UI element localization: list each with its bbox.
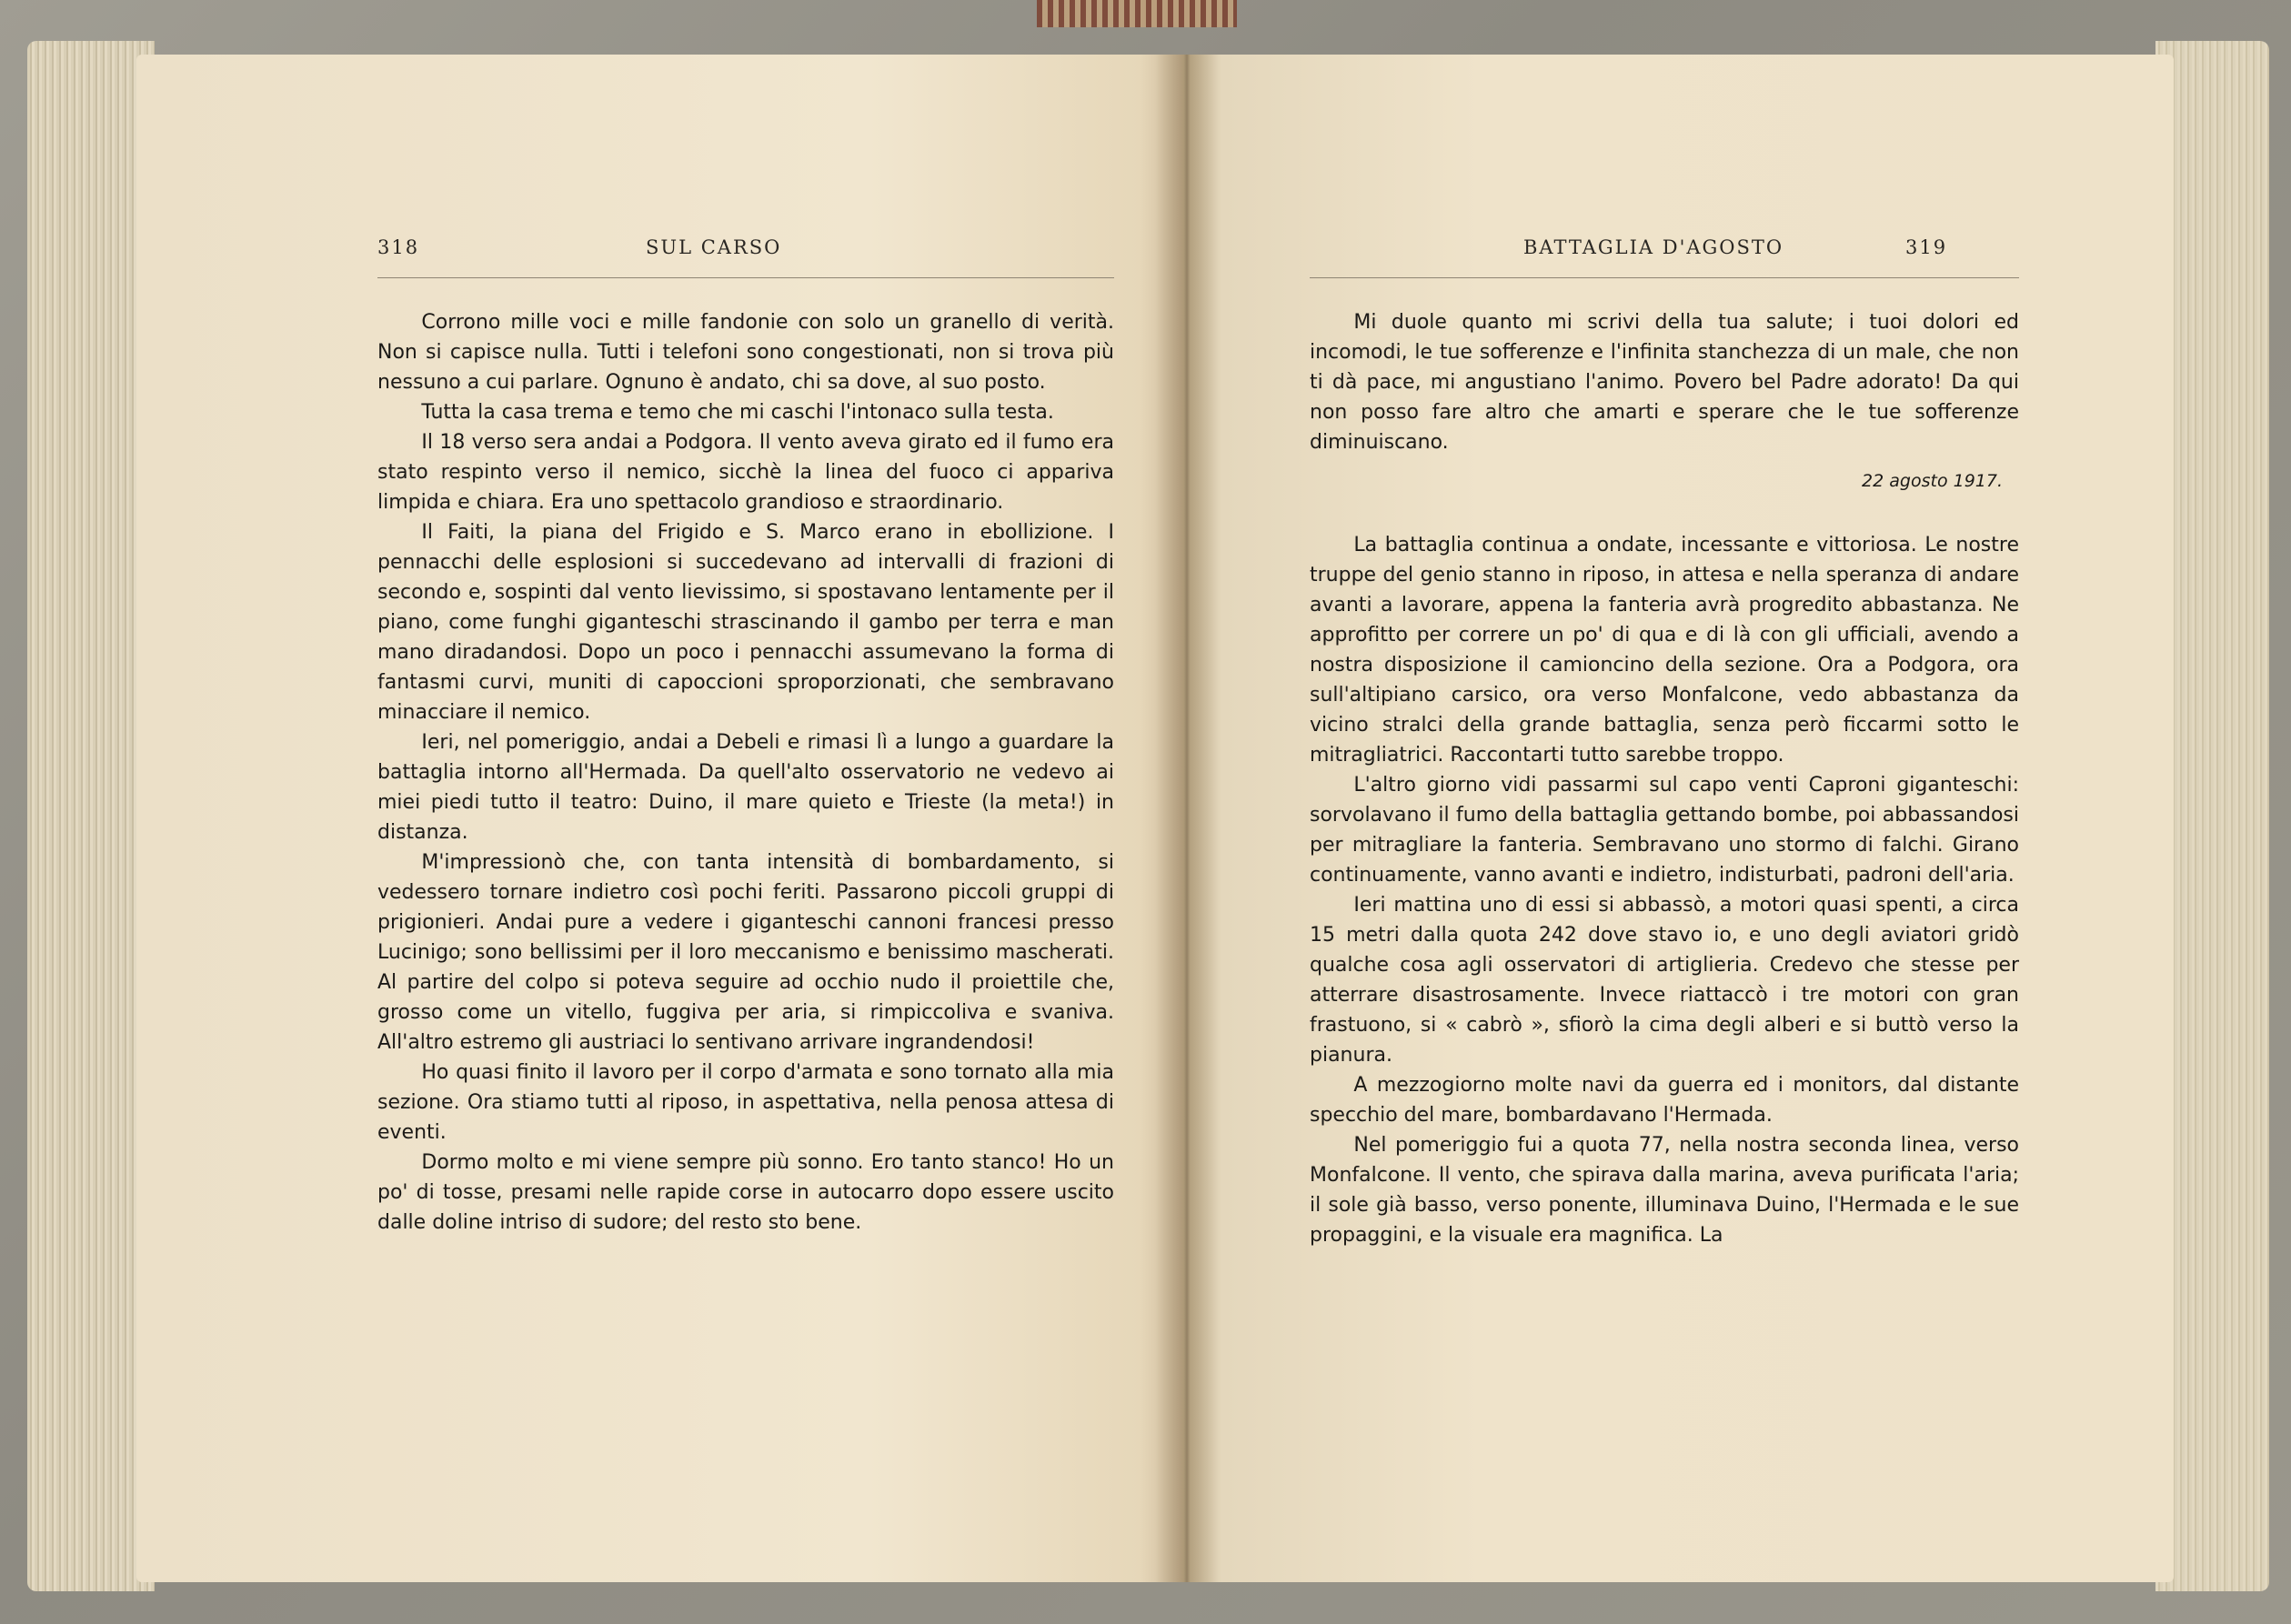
paragraph: M'impressionò che, con tanta intensità di bombardamento, si vedessero tornare indietro così pochi feriti. Passarono piccoli gruppi di prigionieri. Andai pure a vedere i giganteschi cannoni francesi presso Lucinigo; sono bellissimi per il loro meccanismo e benissimo mascherati. Al partire del colpo si poteva seguire ad occhio nudo il proiettile che, grosso come un vitello, fuggiva per aria, si rimpiccoliva e svaniva. All'altro estremo gli austriaci lo sentivano arrivare ingrandendosi! <box>377 851 1114 1054</box>
paragraph: Tutta la casa trema e temo che mi caschi l'intonaco sulla testa. <box>421 401 1054 424</box>
paragraph-list <box>1310 530 2019 1250</box>
paragraph: L'altro giorno vidi passarmi sul capo venti Caproni giganteschi: sorvolavano il fumo della battaglia gettando bombe, poi abbassandosi per mitragliare la fanteria. Sembravano uno stormo di falchi. Girano continuamente, vanno avanti e indietro, indisturbati, padroni dell'aria. <box>1310 774 2019 887</box>
running-head: SUL CARSO <box>646 236 782 258</box>
left-page <box>136 55 1182 1582</box>
paragraph: Mi duole quanto mi scrivi della tua salute; i tuoi dolori ed incomodi, le tue sofferenze e l'infinita stanchezza di un male, che non ti dà pace, mi angustiano l'animo. Povero bel Padre adorato! Da qui non posso fare altro che amarti e sperare che le tue sofferenze diminuiscano. <box>1310 311 2019 454</box>
paragraph: Ieri mattina uno di essi si abbassò, a motori quasi spenti, a circa 15 metri dalla quota 242 dove stavo io, e uno degli aviatori gridò qualche cosa agli osservatori di artiglieria. Credevo che stesse per atterrare disastrosamente. Invece riattaccò i tre motori con gran frastuono, si « cabrò », sfiorò la cima degli alberi e si buttò verso la pianura. <box>1310 894 2019 1067</box>
right-page <box>1182 55 2174 1582</box>
header-rule <box>1310 277 2019 278</box>
paragraph: Corrono mille voci e mille fandonie con solo un granello di verità. Non si capisce nulla. Tutti i telefoni sono congestionati, non si trova più nessuno a cui parlare. Ognuno è andato, chi sa dove, al suo posto. <box>377 311 1114 394</box>
paragraph: Ieri, nel pomeriggio, andai a Debeli e rimasi lì a lungo a guardare la battaglia intorno all'Hermada. Da quell'alto osservatorio ne vedevo ai miei piedi tutto il teatro: Duino, il mare quieto e Trieste (la meta!) in distanza. <box>377 731 1114 844</box>
paragraph: Nel pomeriggio fui a quota 77, nella nostra seconda linea, verso Monfalcone. Il vento, che spirava dalla marina, aveva purificata l'aria; il sole già basso, verso ponente, illuminava Duino, l'Hermada e le sue propaggini, e la visuale era magnifica. La <box>1310 1134 2019 1247</box>
book-gutter <box>1155 55 1219 1582</box>
header-rule <box>377 277 1114 278</box>
paragraph: A mezzogiorno molte navi da guerra ed i monitors, dal distante specchio del mare, bombardavano l'Hermada. <box>1310 1074 2019 1127</box>
page-edges-left <box>27 41 155 1591</box>
body-text <box>1310 307 2019 1250</box>
body-text <box>377 307 1114 1238</box>
paragraph: Ho quasi finito il lavoro per il corpo d'armata e sono tornato alla mia sezione. Ora stiamo tutti al riposo, in aspettativa, nella penosa attesa di eventi. <box>377 1061 1114 1144</box>
paragraph: Il Faiti, la piana del Frigido e S. Marco erano in ebollizione. I pennacchi delle esplosioni si succedevano ad intervalli di frazioni di secondo e, sospinti dal vento lievissimo, si spostavano lentamente per il piano, come funghi giganteschi strascinando il gambo per terra e man mano diradandosi. Dopo un poco i pennacchi assumevano la forma di fantasmi curvi, muniti di capoccioni sproporzionati, che sembravano minacciare il nemico. <box>377 521 1114 724</box>
section-gap <box>1310 500 2019 530</box>
paragraph: Il 18 verso sera andai a Podgora. Il vento aveva girato ed il fumo era stato respinto verso il nemico, sicchè la linea del fuoco ci appariva limpida e chiara. Era uno spettacolo grandioso e straordinario. <box>377 431 1114 514</box>
page-number: 318 <box>377 236 420 258</box>
running-head: BATTAGLIA D'AGOSTO <box>1523 236 1784 258</box>
paragraph: Dormo molto e mi viene sempre più sonno. Ero tanto stanco! Ho un po' di tosse, presami nelle rapide corse in autocarro dopo essere uscito dalle doline intriso di sudore; del resto sto bene. <box>377 1151 1114 1234</box>
spine-headband <box>1037 0 1237 27</box>
letter-date: 22 agosto 1917. <box>1862 471 2003 491</box>
page-number: 319 <box>1905 236 1948 258</box>
paragraph: La battaglia continua a ondate, incessante e vittoriosa. Le nostre truppe del genio stanno in riposo, in attesa e nella speranza di andare avanti a lavorare, appena la fanteria avrà progredito abbastanza. Ne approfitto per correre un po' di qua e di là con gli ufficiali, avendo a nostra disposizione il camioncino della sezione. Ora a Podgora, ora sull'altipiano carsico, ora verso Monfalcone, vedo abbastanza da vicino stralci della grande battaglia, senza però ficcarmi sotto le mitragliatrici. Raccontarti tutto sarebbe troppo. <box>1310 534 2019 767</box>
